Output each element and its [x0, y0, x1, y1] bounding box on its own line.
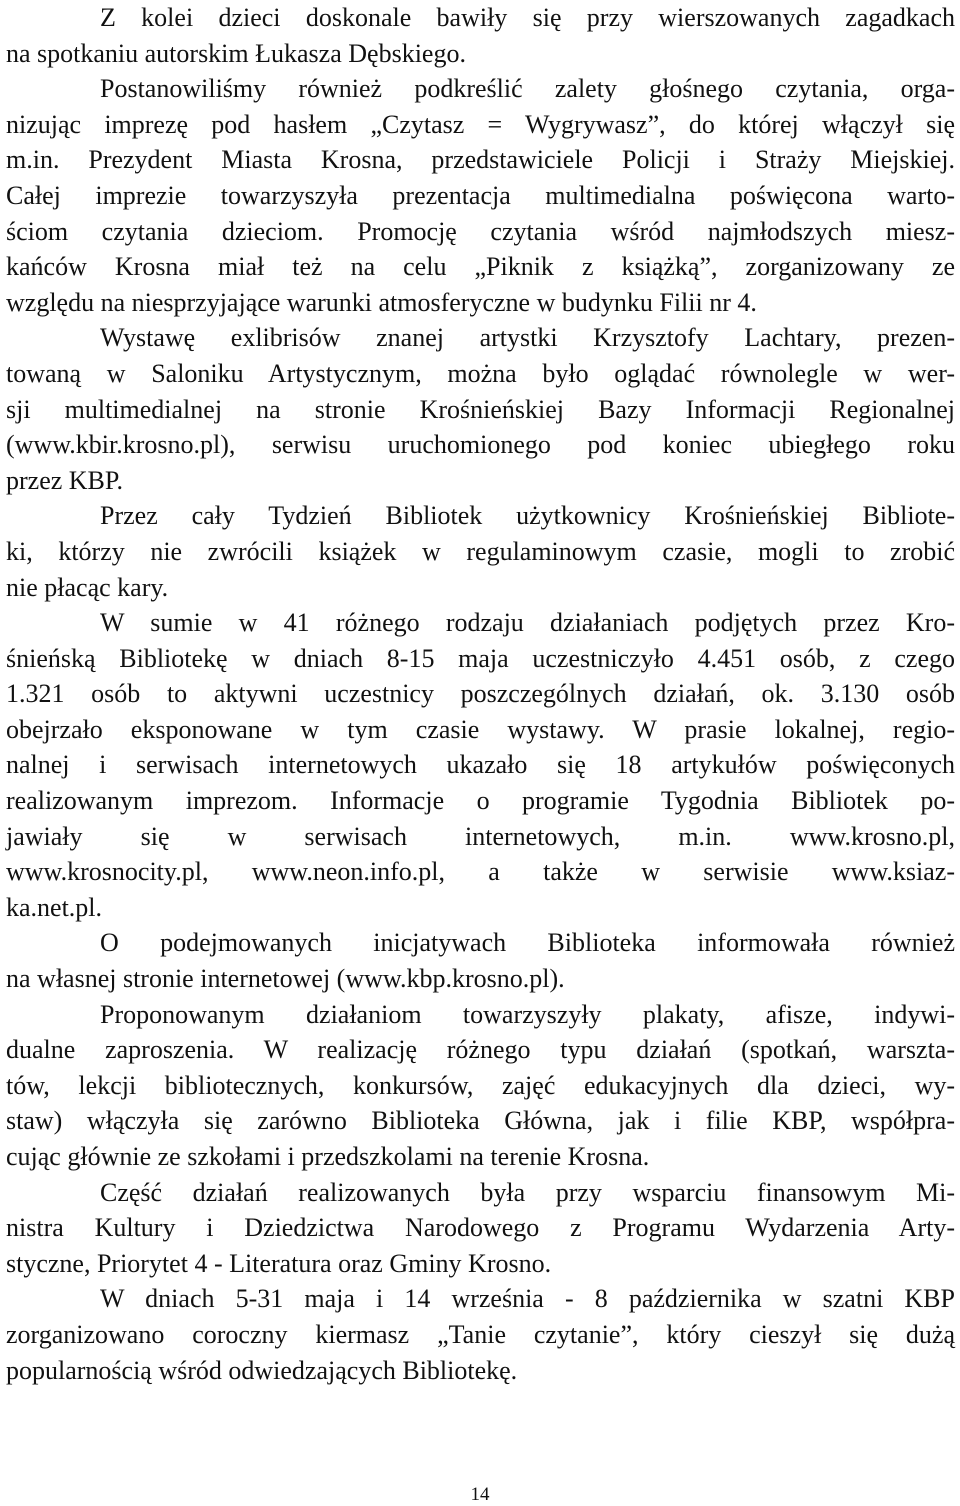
text-line: Całej imprezie towarzyszyła prezentacja multimedialna poświęcona warto-: [6, 180, 955, 210]
text-line: jawiały się w serwisach internetowych, m.in. www.krosno.pl,: [6, 821, 955, 851]
text-line: sji multimedialnej na stronie Krośnieńskiej Bazy Informacji Regionalnej: [6, 394, 955, 424]
text-line: staw) włączyła się zarówno Biblioteka Główna, jak i filie KBP, współpra-: [6, 1106, 955, 1136]
text-line: kańców Krosna miał też na celu „Piknik z książką”, zorganizowany ze: [6, 252, 955, 282]
text-line: nie płacąc kary.: [6, 572, 169, 602]
text-line: Z kolei dzieci doskonale bawiły się przy wierszowanych zagadkach: [100, 3, 955, 32]
text-line: Wystawę exlibrisów znanej artystki Krzysztofy Lachtary, prezen-: [100, 323, 955, 353]
text-line: (www.kbir.krosno.pl), serwisu uruchomionego pod koniec ubiegłego roku: [6, 430, 955, 460]
text-line: ka.net.pl.: [6, 892, 103, 922]
text-line: nistra Kultury i Dziedzictwa Narodowego z Programu Wydarzenia Arty-: [6, 1213, 955, 1243]
text-line: realizowanym imprezom. Informacje o programie Tygodnia Bibliotek po-: [6, 786, 955, 816]
text-line: obejrzało eksponowane w tym czasie wystawy. W prasie lokalnej, regio-: [6, 714, 955, 744]
text-line: towaną w Saloniku Artystycznym, można było oglądać równolegle w wer-: [6, 358, 955, 388]
text-line: 1.321 osób to aktywni uczestnicy poszczególnych działań, ok. 3.130 osób: [6, 679, 955, 709]
text-line: zorganizowano coroczny kiermasz „Tanie czytanie”, który cieszył się dużą: [6, 1319, 955, 1349]
text-line: na spotkaniu autorskim Łukasza Dębskiego.: [6, 38, 466, 68]
text-line: popularnością wśród odwiedzających Bibliotekę.: [6, 1355, 518, 1385]
text-line: m.in. Prezydent Miasta Krosna, przedstawiciele Policji i Straży Miejskiej.: [6, 145, 955, 175]
text-line: Postanowiliśmy również podkreślić zalety głośnego czytania, orga-: [100, 74, 955, 104]
text-line: przez KBP.: [6, 465, 123, 495]
text-line: względu na niesprzyjające warunki atmosferyczne w budynku Filii nr 4.: [6, 287, 757, 317]
text-line: O podejmowanych inicjatywach Biblioteka informowała również: [100, 928, 955, 958]
text-line: Przez cały Tydzień Bibliotek użytkownicy Krośnieńskiej Bibliote-: [100, 501, 955, 531]
text-line: nizując imprezę pod hasłem „Czytasz = Wygrywasz”, do której włączył się: [6, 109, 955, 139]
text-line: nalnej i serwisach internetowych ukazało się 18 artykułów poświęconych: [6, 750, 955, 780]
text-line: W sumie w 41 różnego rodzaju działaniach podjętych przez Kro-: [100, 608, 955, 638]
text-line: cując głównie ze szkołami i przedszkolami na terenie Krosna.: [6, 1142, 650, 1171]
text-line: Proponowanym działaniom towarzyszyły plakaty, afisze, indywi-: [100, 999, 955, 1029]
text-line: ściom czytania dzieciom. Promocję czytania wśród najmłodszych miesz-: [6, 216, 955, 246]
text-line: tów, lekcji bibliotecznych, konkursów, zajęć edukacyjnych dla dzieci, wy-: [6, 1070, 955, 1100]
page-number: 14: [470, 1484, 490, 1505]
document-page: [6, 0, 955, 1388]
text-line: ki, którzy nie zwrócili książek w regulaminowym czasie, mogli to zrobić: [6, 536, 955, 566]
text-line: styczne, Priorytet 4 - Literatura oraz Gminy Krosno.: [6, 1248, 552, 1278]
text-line: na własnej stronie internetowej (www.kbp.krosno.pl).: [6, 964, 565, 994]
text-line: śnieńską Bibliotekę w dniach 8-15 maja uczestniczyło 4.451 osób, z czego: [6, 643, 955, 673]
text-line: W dniach 5-31 maja i 14 września - 8 października w szatni KBP: [100, 1284, 955, 1314]
text-line: www.krosnocity.pl, www.neon.info.pl, a także w serwisie www.ksiaz-: [6, 857, 955, 887]
text-line: Część działań realizowanych była przy wsparciu finansowym Mi-: [100, 1177, 955, 1207]
text-line: dualne zaproszenia. W realizację różnego typu działań (spotkań, warszta-: [6, 1035, 955, 1065]
